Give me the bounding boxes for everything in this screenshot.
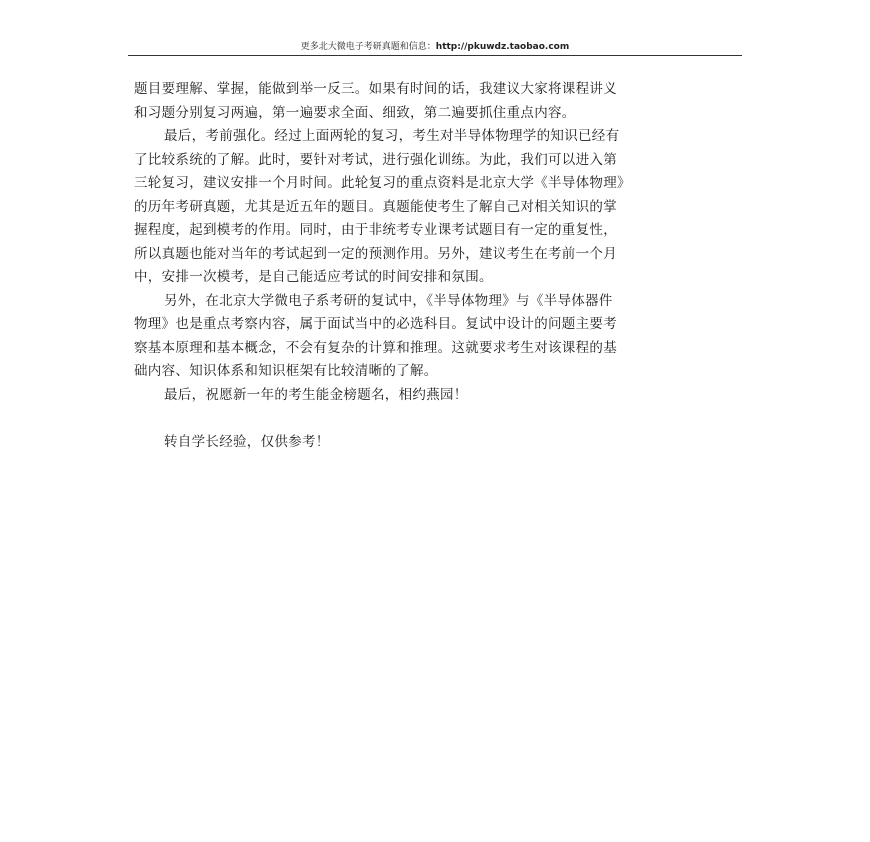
header-url[interactable]: http://pkuwdz.taobao.com [435,42,570,52]
paragraph-2 [134,125,744,290]
paragraph-3 [134,290,744,384]
text-line: 和习题分别复习两遍，第一遍要求全面、细致，第二遍要抓住重点内容。 [134,104,576,121]
page-header [128,40,742,56]
text-line: 转自学长经验，仅供参考！ [164,433,330,450]
document-body [134,78,744,454]
text-line: 察基本原理和基本概念，不会有复杂的计算和推理。这就要求考生对该课程的基 [134,339,617,356]
text-line: 所以真题也能对当年的考试起到一定的预测作用。另外，建议考生在考前一个月 [134,245,617,262]
text-line: 握程度，起到模考的作用。同时，由于非统考专业课考试题目有一定的重复性， [134,222,617,238]
header-text: 更多北大微电子考研真题和信息： [300,42,436,52]
paragraph-5 [134,431,744,455]
text-line: 最后，祝愿新一年的考生能金榜题名，相约燕园！ [164,386,468,403]
text-line: 题目要理解、掌握，能做到举一反三。如果有时间的话，我建议大家将课程讲义 [134,81,617,97]
text-line: 物理》也是重点考察内容，属于面试当中的必选科目。复试中设计的问题主要考 [134,316,617,332]
text-line: 了比较系统的了解。此时，要针对考试，进行强化训练。为此，我们可以进入第 [134,151,617,168]
text-line: 另外，在北京大学微电子系考研的复试中，《半导体物理》与《半导体器件 [164,292,613,309]
text-line: 最后，考前强化。经过上面两轮的复习，考生对半导体物理学的知识已经有 [164,128,620,144]
text-line: 三轮复习，建议安排一个月时间。此轮复习的重点资料是北京大学《半导体物理》 [134,175,631,191]
text-line: 中，安排一次模考，是自己能适应考试的时间安排和氛围。 [134,269,493,285]
paragraph-1 [134,78,744,125]
paragraph-4 [134,384,744,408]
text-line: 础内容、知识体系和知识框架有比较清晰的了解。 [134,363,438,379]
blank-line [134,407,744,431]
header-rule [128,55,742,56]
text-line: 的历年考研真题，尤其是近五年的题目。真题能使考生了解自己对相关知识的掌 [134,198,617,215]
